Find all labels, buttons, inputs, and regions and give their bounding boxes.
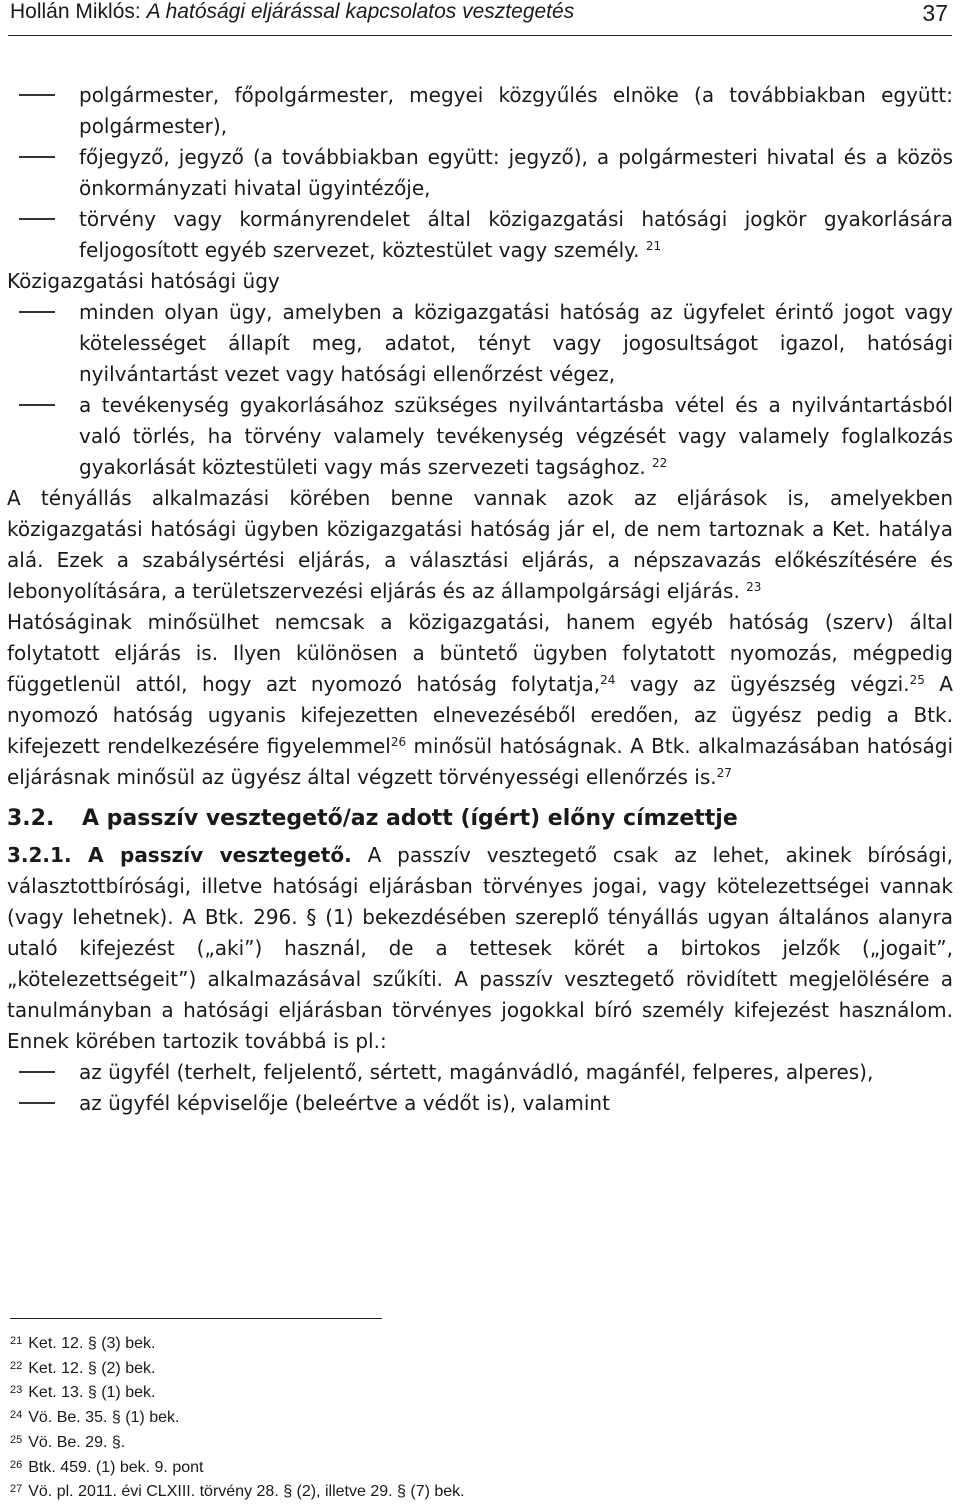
paragraph bbox=[7, 840, 953, 1057]
paragraph-text: minősül hatóságnak. A Btk. alkalmazásában hatósági eljárásnak minősül az ügyész által végzett törvényességi ellenőrzés is. bbox=[7, 734, 953, 789]
footnote-ref[interactable]: 21 bbox=[645, 239, 662, 253]
footnote-ref[interactable]: 27 bbox=[716, 766, 732, 780]
footnote bbox=[10, 1332, 465, 1357]
footnote-text: Ket. 13. § (1) bek. bbox=[28, 1384, 156, 1402]
footnote-number: 21 bbox=[10, 1335, 23, 1347]
paragraph bbox=[7, 607, 953, 793]
list-item-text: főjegyző, jegyző (a továbbiakban együtt: jegyző), a polgármesteri hivatal és a közös önkormányzati hivatal ügyintézője, bbox=[79, 145, 953, 200]
footnote-text: Ket. 12. § (3) bek. bbox=[28, 1335, 156, 1352]
paragraph-text: vagy az ügyészség végzi. bbox=[615, 672, 910, 696]
list-item-text: minden olyan ügy, amelyben a közigazgatási hatóság az ügyfelet érintő jogot vagy kötelességet állapít meg, adatot, tényt vagy jogosultságot igazol, hatósági nyilvántartást vezet vagy hatósági ellenőrzést végez, bbox=[79, 300, 953, 386]
list-item bbox=[7, 1057, 953, 1088]
paragraph-text: A tényállás alkalmazási körében benne vannak azok az eljárások is, amelyekben közigazgatási hatósági ügyben közigazgatási hatóság jár el, de nem tartoznak a Ket. hatálya alá. Ezek a szabálysértési eljárás, a választási eljárás, a népszavazás előkészítésére és lebonyolítására, a területszervezési eljárás és az állampolgársági eljárás. bbox=[7, 486, 953, 603]
footnote bbox=[10, 1357, 465, 1382]
dash-bullet bbox=[19, 1071, 55, 1073]
dash-bullet bbox=[19, 218, 55, 220]
footnote-text: Vö. Be. 29. §. bbox=[28, 1433, 126, 1451]
footnote bbox=[10, 1456, 465, 1481]
list-item-text: az ügyfél képviselője (beleértve a védőt is), valamint bbox=[79, 1091, 610, 1115]
footnote bbox=[10, 1480, 465, 1505]
footnote bbox=[10, 1406, 465, 1431]
header-title: A hatósági eljárással kapcsolatos vesztegetés bbox=[146, 0, 575, 23]
dash-bullet bbox=[19, 94, 55, 96]
footnote-number: 25 bbox=[10, 1433, 23, 1446]
footnote-ref[interactable]: 23 bbox=[746, 580, 762, 594]
footnote-number: 27 bbox=[10, 1483, 23, 1496]
page-number: 37 bbox=[922, 0, 948, 26]
dash-bullet bbox=[19, 1102, 55, 1104]
section-number: 3.2. bbox=[7, 806, 55, 831]
list-item bbox=[7, 142, 953, 204]
paragraph bbox=[7, 483, 953, 607]
footnote-text: Vö. Be. 35. § (1) bek. bbox=[28, 1409, 180, 1427]
paragraph-text: Hatóságinak minősülhet nemcsak a közigazgatási, hanem egyéb hatóság (szerv) által folytatott eljárás is. Ilyen különösen a büntető ügyben folytatott nyomozás, mégpedig függetlenül attól, hogy azt nyomozó hatóság folytatja, bbox=[7, 610, 953, 696]
dash-bullet bbox=[19, 404, 55, 406]
footnote-number: 24 bbox=[10, 1409, 23, 1422]
list-item bbox=[7, 297, 953, 390]
dash-bullet bbox=[19, 311, 55, 313]
footnotes bbox=[10, 1332, 465, 1505]
footnote-ref[interactable]: 24 bbox=[600, 673, 616, 687]
list-item-text: az ügyfél (terhelt, feljelentő, sértett, magánvádló, magánfél, felperes, alperes), bbox=[79, 1060, 874, 1084]
header-author: Hollán Miklós: bbox=[10, 0, 141, 23]
section-heading bbox=[7, 803, 953, 834]
list-item bbox=[7, 204, 953, 266]
footnote-ref[interactable]: 25 bbox=[909, 673, 925, 687]
header-author-title bbox=[10, 0, 574, 24]
footnote-number: 23 bbox=[10, 1384, 23, 1397]
footnote-number: 22 bbox=[10, 1359, 23, 1372]
list-item bbox=[7, 390, 953, 483]
running-header bbox=[10, 0, 948, 28]
footnote-text: Btk. 459. (1) bek. 9. pont bbox=[28, 1458, 204, 1476]
body-text bbox=[7, 80, 953, 1119]
list-item bbox=[7, 1088, 953, 1119]
subheading: Közigazgatási hatósági ügy bbox=[7, 269, 280, 293]
header-divider bbox=[8, 35, 952, 36]
list-item-text: törvény vagy kormányrendelet által közigazgatási hatósági jogkör gyakorlására feljogosított egyéb szervezet, köztestület vagy személy. bbox=[79, 207, 953, 262]
list-item-text: a tevékenység gyakorlásához szükséges nyilvántartásba vétel és a nyilvántartásból való törlés, ha törvény valamely tevékenység végzését vagy valamely foglalkozás gyakorlását köztestületi vagy más szervezeti tagsághoz. bbox=[79, 393, 953, 479]
list-item-text: polgármester, főpolgármester, megyei közgyűlés elnöke (a továbbiakban együtt: polgármester), bbox=[79, 83, 953, 138]
paragraph-text: A nyomozó hatóság ugyanis kifejezetten elnevezéséből eredően, az ügyész pedig a Btk. kifejezett rendelkezésére figyelemmel bbox=[7, 672, 953, 758]
paragraph-text: A passzív vesztegető csak az lehet, akinek bírósági, választottbírósági, illetve hatósági eljárásban törvényes jogai, vagy kötelezettségei vannak (vagy lehetnek). A Btk. 296. § (1) bekezdésében szereplő tényállás ugyan általános alanyra utaló kifejezést („aki”) használ, de a tettesek körét a birtokos jelzők („jogait”, „kötelezettségeit”) alkalmazásával szűkíti. A passzív vesztegető rövidített megjelölésére a tanulmányban a hatósági eljárásban törvényes jogokkal bíró személy kifejezést használom. Ennek körében tartozik továbbá is pl.: bbox=[7, 843, 953, 1053]
paragraph-lead: 3.2.1. A passzív vesztegető. bbox=[7, 843, 352, 867]
footnote-ref[interactable]: 22 bbox=[652, 456, 668, 470]
footnote-divider bbox=[10, 1318, 382, 1319]
footnote-ref[interactable]: 26 bbox=[390, 735, 407, 749]
section-title: A passzív vesztegető/az adott (ígért) előny címzettje bbox=[82, 806, 738, 831]
footnote-number: 26 bbox=[10, 1458, 23, 1471]
footnote bbox=[10, 1381, 465, 1406]
footnote-text: Ket. 12. § (2) bek. bbox=[28, 1359, 156, 1377]
footnote bbox=[10, 1431, 465, 1456]
list-item bbox=[7, 80, 953, 142]
footnote-text: Vö. pl. 2011. évi CLXIII. törvény 28. § (2), illetve 29. § (7) bek. bbox=[28, 1483, 465, 1501]
dash-bullet bbox=[19, 156, 55, 158]
